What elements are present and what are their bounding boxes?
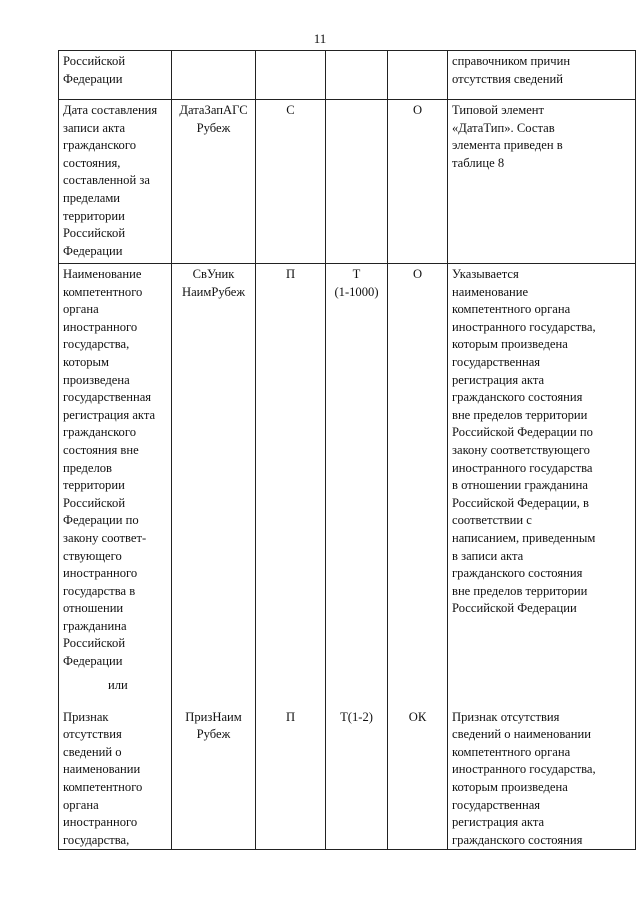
cell-text-line: Рубеж xyxy=(196,727,231,742)
cell-text-line: Российской Федерации, в xyxy=(452,495,589,510)
cell-text-line: сведений о xyxy=(63,744,122,759)
cell-text-line: НаимРубеж xyxy=(181,284,246,299)
element-type-cell: С xyxy=(256,100,326,264)
cell-text-line: Наименование xyxy=(63,267,142,281)
cell-text-line: СвУник xyxy=(192,267,235,281)
cell-text-line: Российской Федерации xyxy=(452,601,577,616)
cell-text-line: таблице 8 xyxy=(452,155,505,170)
element-name-cell xyxy=(59,264,172,671)
cell-text-line: элемента приведен в xyxy=(452,138,563,153)
cell-text-line: иностранного xyxy=(63,319,138,334)
cell-text-line: Федерации xyxy=(63,243,123,258)
cell-text-line: в записи акта xyxy=(452,548,524,563)
element-type-cell: П xyxy=(256,264,326,671)
cell-text-line: ДатаЗапАГС xyxy=(179,103,248,117)
cell-text-line: компетентного xyxy=(63,284,143,299)
cell-text-line: Российской xyxy=(63,226,126,241)
cell-text-line: пределов xyxy=(63,460,112,475)
cell-text-line: состояния, xyxy=(63,155,121,170)
separator-row xyxy=(59,671,636,701)
cell-text-line: гражданского состояния xyxy=(452,390,583,405)
cell-text-line: компетентного xyxy=(63,780,143,795)
element-code-cell xyxy=(172,51,256,100)
cell-text-line: органа xyxy=(63,302,99,317)
cell-text-line: Федерации xyxy=(63,654,123,669)
cell-text-line: гражданского xyxy=(63,425,137,440)
table-row xyxy=(59,51,636,100)
element-kind-cell: О xyxy=(388,264,448,671)
element-type-cell: П xyxy=(256,701,326,850)
page-number: 11 xyxy=(313,31,327,46)
cell-text-line: отсутствия xyxy=(63,727,122,742)
or-separator: или xyxy=(108,677,128,692)
element-spec-table xyxy=(58,50,636,850)
cell-text-line: Т(1-2) xyxy=(340,709,373,724)
table-row xyxy=(59,701,636,850)
cell-text-line: произведена xyxy=(63,372,130,387)
element-description-cell xyxy=(448,264,636,671)
cell-text-line: Указывается xyxy=(452,267,519,281)
cell-text-line: справочником причин xyxy=(452,54,571,68)
element-name-cell xyxy=(59,100,172,264)
element-format-cell xyxy=(326,701,388,850)
cell-text-line: гражданского состояния xyxy=(452,832,583,847)
element-code-cell xyxy=(172,701,256,850)
cell-text-line: регистрация акта xyxy=(63,407,156,422)
cell-text-line: соответствии с xyxy=(452,513,532,528)
cell-text-line: государства, xyxy=(63,337,130,352)
cell-text-line: органа xyxy=(63,797,99,812)
cell-text-line: Дата составления xyxy=(63,103,158,117)
cell-text-line: государственная xyxy=(452,354,541,369)
element-description-cell xyxy=(448,701,636,850)
cell-text-line: территории xyxy=(63,208,125,223)
cell-text-line: регистрация акта xyxy=(452,815,545,830)
cell-text-line: «ДатаТип». Состав xyxy=(452,120,555,135)
element-kind-cell: О xyxy=(388,100,448,264)
cell-text-line: регистрация акта xyxy=(452,372,545,387)
element-name-cell xyxy=(59,51,172,100)
cell-text-line: сведений о наименовании xyxy=(452,727,591,742)
cell-text-line: гражданского состояния xyxy=(452,566,583,581)
table-row xyxy=(59,100,636,264)
cell-text-line: государства, xyxy=(63,832,130,847)
cell-text-line: ПризНаим xyxy=(185,709,242,724)
cell-text-line: Российской xyxy=(63,495,126,510)
element-code-cell xyxy=(172,264,256,671)
cell-text-line: государственная xyxy=(452,797,541,812)
cell-text-line: компетентного органа xyxy=(452,302,571,317)
cell-text-line: гражданина xyxy=(63,618,127,633)
cell-text-line: которым xyxy=(63,354,109,369)
cell-text-line: вне пределов территории xyxy=(452,407,588,422)
element-type-cell xyxy=(256,51,326,100)
cell-text-line: государственная xyxy=(63,390,152,405)
table-row xyxy=(59,264,636,671)
cell-text-line: которым произведена xyxy=(452,337,568,352)
cell-text-line: иностранного государства xyxy=(452,460,593,475)
cell-text-line: Признак xyxy=(63,709,109,724)
cell-text-line: ствующего xyxy=(63,548,122,563)
element-description-cell xyxy=(448,51,636,100)
cell-text-line: закону соответ- xyxy=(63,530,147,545)
cell-text-line: Федерации xyxy=(63,71,123,86)
separator-cell xyxy=(59,671,172,701)
cell-text-line: иностранного государства, xyxy=(452,319,596,334)
cell-text-line: отсутствия сведений xyxy=(452,71,563,86)
element-code-cell xyxy=(172,100,256,264)
cell-text-line: в отношении гражданина xyxy=(452,478,588,493)
cell-text-line: Признак отсутствия xyxy=(452,709,560,724)
cell-text-line: иностранного государства, xyxy=(452,762,596,777)
cell-text-line: государства в xyxy=(63,583,136,598)
cell-text-line: закону соответствующего xyxy=(452,442,590,457)
cell-text-line: компетентного органа xyxy=(452,744,571,759)
element-kind-cell xyxy=(388,51,448,100)
cell-text-line: пределами xyxy=(63,190,121,205)
cell-text-line: Типовой элемент xyxy=(452,103,545,117)
element-description-cell xyxy=(448,100,636,264)
cell-text-line: Российской xyxy=(63,54,126,68)
cell-text-line: наименовании xyxy=(63,762,141,777)
cell-text-line: (1-1000) xyxy=(334,284,379,299)
cell-text-line: которым произведена xyxy=(452,780,568,795)
cell-text-line: составленной за xyxy=(63,173,150,188)
cell-text-line: вне пределов территории xyxy=(452,583,588,598)
cell-text-line: Рубеж xyxy=(196,120,231,135)
cell-text-line: территории xyxy=(63,478,125,493)
element-name-cell xyxy=(59,701,172,850)
element-format-cell xyxy=(326,100,388,264)
element-format-cell xyxy=(326,264,388,671)
cell-text-line: Российской xyxy=(63,636,126,651)
cell-text-line: гражданского xyxy=(63,138,137,153)
cell-text-line: иностранного xyxy=(63,566,138,581)
cell-text-line: Федерации по xyxy=(63,513,139,528)
cell-text-line: отношении xyxy=(63,601,124,616)
cell-text-line: Российской Федерации по xyxy=(452,425,593,440)
cell-text-line: Т xyxy=(352,267,361,281)
cell-text-line: наименование xyxy=(452,284,529,299)
cell-text-line: записи акта xyxy=(63,120,126,135)
cell-text-line: иностранного xyxy=(63,815,138,830)
element-kind-cell: ОК xyxy=(388,701,448,850)
element-format-cell xyxy=(326,51,388,100)
cell-text-line: написанием, приведенным xyxy=(452,530,596,545)
cell-text-line: состояния вне xyxy=(63,442,139,457)
